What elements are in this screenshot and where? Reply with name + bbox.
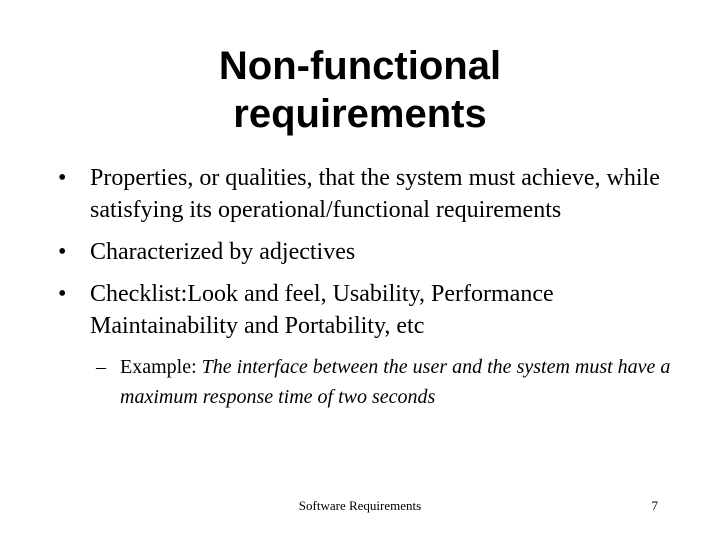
footer-title: Software Requirements — [298, 498, 422, 513]
sub-bullet-marker: – — [96, 356, 106, 378]
slide-title-line-1: Non-functional — [218, 44, 502, 88]
example-prefix: Example: — [120, 356, 202, 378]
bullet-item — [56, 236, 676, 268]
sub-bullet-item — [90, 352, 676, 412]
bullet-item — [56, 278, 676, 342]
page-number: 7 — [651, 498, 658, 513]
slide-title-line-2: requirements — [233, 92, 487, 136]
example-text: The interface between the user and the system must have a maximum response time of two seconds — [120, 356, 671, 408]
slide-body — [56, 162, 676, 412]
slide-title — [0, 42, 720, 138]
bullet-text: Properties, or qualities, that the system must achieve, while satisfying its operational/functional requirements — [90, 165, 660, 223]
bullet-item — [56, 162, 676, 226]
bullet-marker: • — [58, 281, 67, 307]
bullet-text: Characterized by adjectives — [90, 239, 356, 265]
bullet-marker: • — [58, 165, 67, 191]
bullet-text: Checklist:Look and feel, Usability, Performance Maintainability and Portability, etc — [90, 281, 554, 339]
bullet-marker: • — [58, 239, 67, 265]
